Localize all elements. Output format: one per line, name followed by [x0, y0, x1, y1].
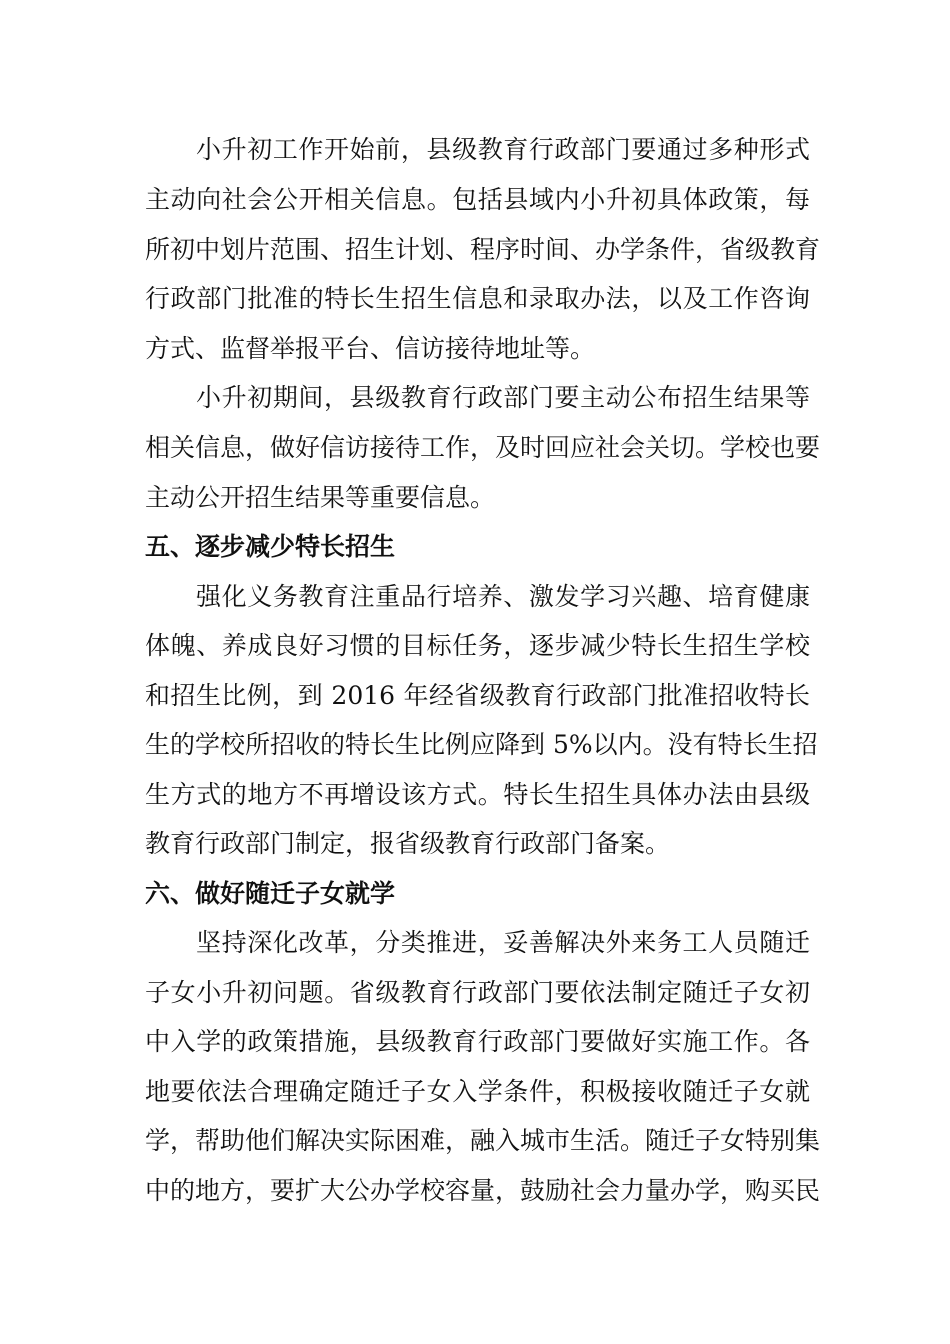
section-5-heading: 五、逐步减少特长招生: [145, 532, 396, 561]
paragraph-1-line-4: 行政部门批准的特长生招生信息和录取办法，以及工作咨询: [145, 284, 810, 313]
section-6-line-5: 学，帮助他们解决实际困难，融入城市生活。随迁子女特别集: [145, 1126, 821, 1155]
section-5-line-4: 生的学校所招收的特长生比例应降到 5%以内。没有特长生招: [145, 730, 818, 759]
paragraph-2-line-3: 主动公开招生结果等重要信息。: [145, 483, 496, 512]
section-6-line-4: 地要依法合理确定随迁子女入学条件，积极接收随迁子女就: [145, 1077, 810, 1106]
section-5-line-2: 体魄、养成良好习惯的目标任务，逐步减少特长生招生学校: [145, 631, 810, 660]
section-6-line-6: 中的地方，要扩大公办学校容量，鼓励社会力量办学，购买民: [145, 1176, 821, 1205]
section-5-line-1: 强化义务教育注重品行培养、激发学习兴趣、培育健康: [196, 582, 810, 611]
paragraph-2-line-1: 小升初期间，县级教育行政部门要主动公布招生结果等: [196, 383, 810, 412]
section-6-line-2: 子女小升初问题。省级教育行政部门要依法制定随迁子女初: [145, 978, 810, 1007]
paragraph-2-line-2: 相关信息，做好信访接待工作，及时回应社会关切。学校也要: [145, 433, 821, 462]
paragraph-1-line-1: 小升初工作开始前，县级教育行政部门要通过多种形式: [196, 135, 810, 164]
paragraph-1-line-2: 主动向社会公开相关信息。包括县域内小升初具体政策，每: [145, 185, 810, 214]
section-5-line-3: 和招生比例，到 2016 年经省级教育行政部门批准招收特长: [145, 681, 810, 710]
paragraph-1-line-3: 所初中划片范围、招生计划、程序时间、办学条件，省级教育: [145, 235, 821, 264]
section-6-line-3: 中入学的政策措施，县级教育行政部门要做好实施工作。各: [145, 1027, 810, 1056]
paragraph-1-line-5: 方式、监督举报平台、信访接待地址等。: [145, 334, 596, 363]
section-6-heading: 六、做好随迁子女就学: [145, 879, 396, 908]
section-5-line-6: 教育行政部门制定，报省级教育行政部门备案。: [145, 829, 671, 858]
section-6-line-1: 坚持深化改革，分类推进，妥善解决外来务工人员随迁: [196, 928, 810, 957]
section-5-line-5: 生方式的地方不再增设该方式。特长生招生具体办法由县级: [145, 780, 810, 809]
